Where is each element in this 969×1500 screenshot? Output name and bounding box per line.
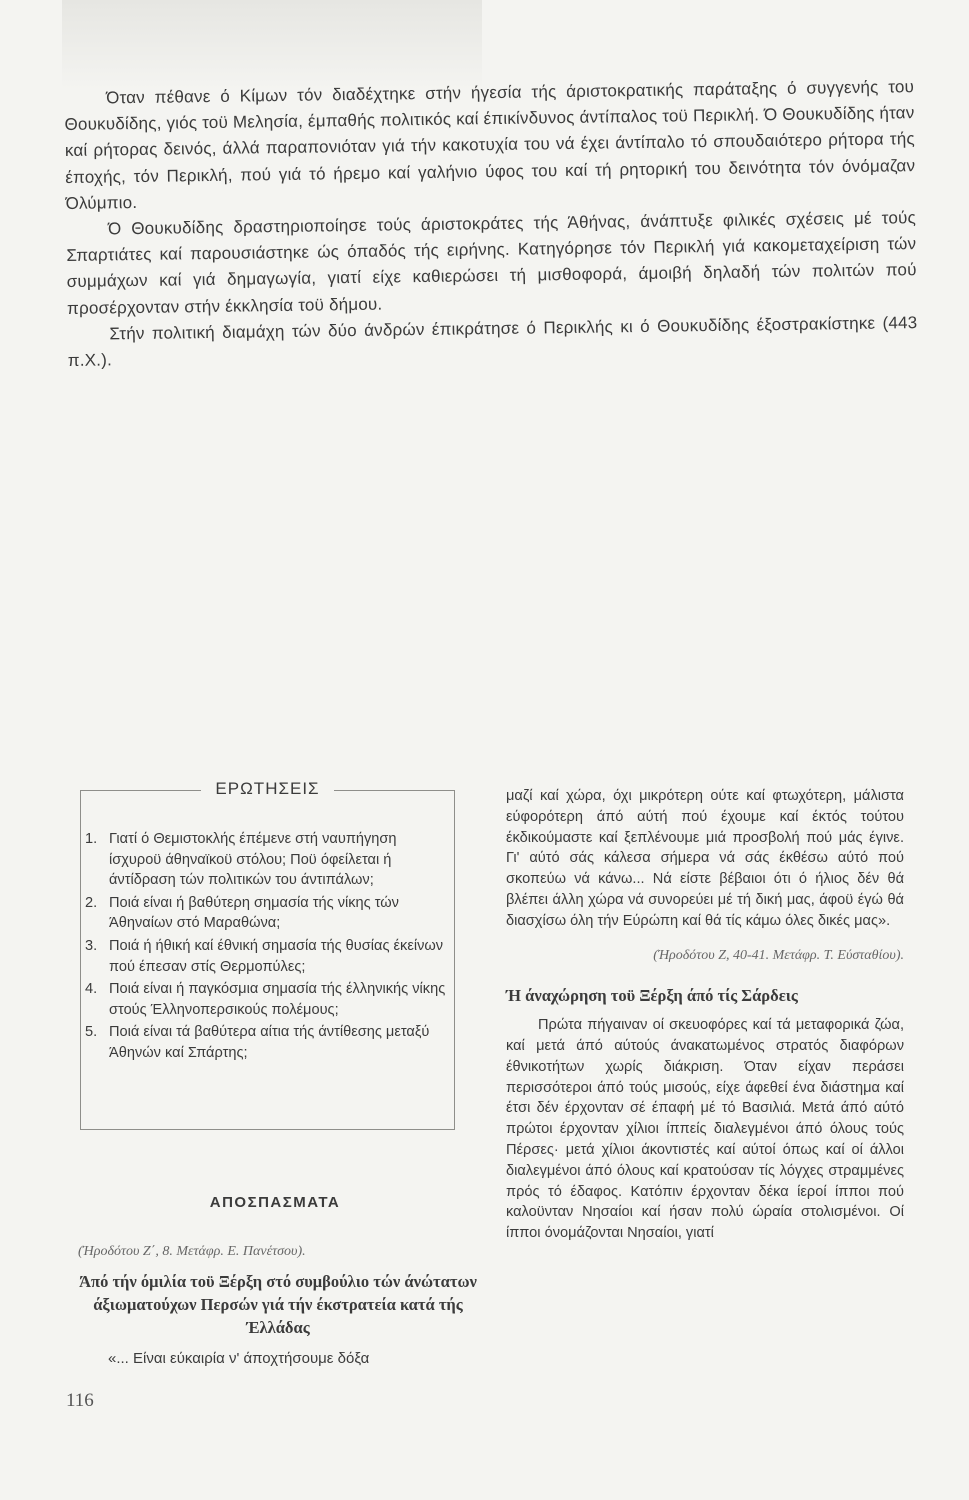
- paragraph-3: Στήν πολιτική διαμάχη τών δύο άνδρών έπικράτησε ό Περικλής κι ό Θουκυδίδης έξοστρακίστηκε (443 π.Χ.).: [67, 312, 918, 371]
- question-item: 3. Ποιά ή ήθική καί έθνική σημασία τής θυσίας έκείνων πού έπεσαν στίς Θερμοπύλες;: [85, 937, 444, 975]
- paragraph-2: Ό Θουκυδίδης δραστηριοποίησε τούς άριστοκράτες τής Άθήνας, άνάπτυξε φιλικές σχέσεις μέ τούς Σπαρτιάτες καί παρουσιάστηκε ώς όπαδός τής ειρήνης. Κατηγόρησε τόν Περικλή γιά κακομεταχείριση τών συμμάχων καί γιά δημαγωγία, γιατί είχε καθιερώσει τή μισθοφορά, άμοιβή δηλαδή τών πολιτών πού προσέρχονταν στήν έκκλησία τοϋ δήμου.: [66, 208, 917, 318]
- excerpt-paragraph-2: Πρώτα πήγαιναν οί σκευοφόρες καί τά μεταφορικά ζώα, καί μετά άπό αύτούς άνακατωμένος στρατός διαφόρων έθνικοτήτων χωρίς διάκριση. Όταν είχαν περάσει περισσότεροι άπό τούς μισούς, είχε άφεθεί ένα διάστημα καί έτσι δέν έρχονταν σέ έπαφή μέ τό Βασιλιά. Μετά άπό αύτό πρώτοι έρχονταν χίλιοι ίππείς διαλεγμένοι άπό όλους τούς Πέρσες· μετά χίλιοι άκοντιστές καί αύτοί όπως καί οί άλλοι διαλεγμένοι άπό όλους καί κρατούσαν τίς λόγχες στραμμένες πρός τό έδαφος. Κατόπιν έρχονταν δέκα ίεροί ίπποι πού καλοϋνταν Νησαίοι καί ήσαν πολύ ώραία στολισμένοι. Οί ίπποι όνομάζονται Νησαίοι, γιατί: [506, 1017, 904, 1242]
- main-text: [64, 74, 918, 374]
- question-item: 5. Ποιά είναι τά βαθύτερα αίτια τής άντίθεσης μεταξύ Άθηνών καί Σπάρτης;: [85, 1024, 430, 1061]
- excerpt-quote-continued: μαζί καί χώρα, όχι μικρότερη ούτε καί φτωχότερη, μάλιστα εύφορότερη άπό αύτή πού έχουμε καί έκτός τούτου έκδικούμαστε καί ξεπλένουμε μιά προσβολή πού μάς έγινε. Γι' αύτό σάς κάλεσα σήμερα νά σάς έκθέσω αύτό πού σκοπεύω νά κάνω... Νά είστε βέβαιοι ότι ό ήλιος δέν θά βλέπει άλλη χώρα νά συνορεύει μέ τή δική μας, άφοϋ έγώ θά διασχίσω όλη τήν Εύρώπη καί θά τίς κάμω όλες δικές μας».: [506, 788, 904, 929]
- questions-list: [85, 829, 447, 1066]
- excerpts-title: ΑΠΟΣΠΑΣΜΑΤΑ: [209, 1194, 341, 1211]
- questions-title: ΕΡΩΤΗΣΕΙΣ: [81, 779, 454, 799]
- question-item: 1. Γιατί ό Θεμιστοκλής έπέμενε στή ναυπήγηση ίσχυροϋ άθηναϊκοϋ στόλου; Ποϋ όφείλεται ή άντίδραση τών πολιτικών του άντιπάλων;: [85, 831, 397, 889]
- excerpt-source-2: (Ήροδότου Ζ, 40-41. Μετάφρ. Τ. Εύσταθίου).: [653, 947, 904, 963]
- paragraph-1: Όταν πέθανε ό Κίμων τόν διαδέχτηκε στήν ήγεσία τής άριστοκρατικής παράταξης ό συγγενής του Θουκυδίδης, γιός τοϋ Μελησία, έμπαθής πολιτικός καί έπικίνδυνος άντίπαλος τοϋ Περικλή. Ό Θουκυδίδης ήταν καί ρήτορας δεινός, άλλά παραπονιόταν γιά τήν κακοτυχία του νά έχει άντίπαλο τό σπουδαιότερο ρήτορα τής έποχής, τόν Περικλή, πού γιά τό ήρεμο καί γαλήνιο ύφος του καί τή ρητορική του δεινότητα τόν όνόμαζαν Όλύμπιο.: [64, 77, 916, 213]
- questions-box: [80, 779, 455, 1130]
- page-number: 116: [66, 1390, 94, 1411]
- excerpt-heading-1: Άπό τήν όμιλία τοϋ Ξέρξη στό συμβούλιο τών άνώτατων άξιωματούχων Περσών γιά τήν έκστρατεία κατά τής Έλλάδας: [79, 1272, 477, 1337]
- scan-shadow: [62, 0, 482, 90]
- right-column: [506, 786, 904, 1244]
- excerpt-source-1: (Ήροδότου Ζ΄, 8. Μετάφρ. Ε. Πανέτσου).: [78, 1244, 306, 1259]
- question-item: 2. Ποιά είναι ή βαθύτερη σημασία τής νίκης τών Άθηναίων στό Μαραθώνα;: [85, 894, 399, 932]
- excerpt-quote-start: «... Είναι εύκαιρία ν' άποχτήσουμε δόξα: [108, 1350, 370, 1367]
- question-item: 4. Ποιά είναι ή παγκόσμια σημασία τής έλληνικής νίκης στούς Έλληνοπερσικούς πολέμους;: [85, 981, 446, 1018]
- excerpt-heading-2: Ή άναχώρηση τοϋ Ξέρξη άπό τίς Σάρδεις: [506, 986, 798, 1006]
